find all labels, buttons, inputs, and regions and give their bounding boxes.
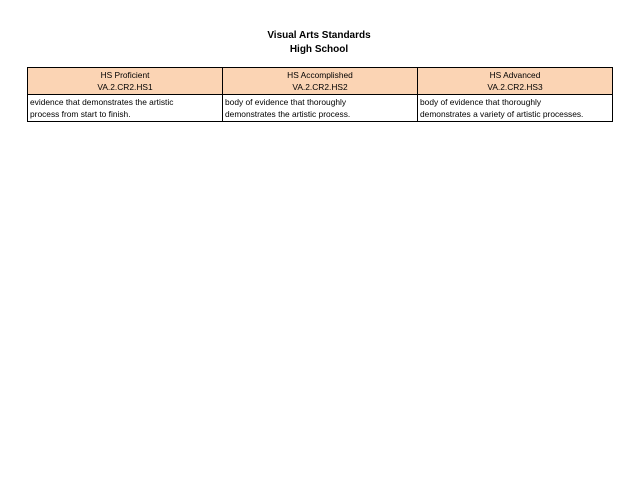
table-header-row (28, 68, 613, 95)
cell-text-line: body of evidence that thoroughly (225, 97, 347, 107)
level-label: HS Advanced (489, 70, 541, 80)
cell-accomplished (223, 95, 418, 122)
page-header (0, 29, 638, 57)
cell-text-line: evidence that demonstrates the artistic (30, 97, 174, 107)
cell-text-line: process from start to finish. (30, 109, 131, 119)
level-label: HS Proficient (100, 70, 150, 80)
cell-advanced (418, 95, 613, 122)
level-label: HS Accomplished (287, 70, 353, 80)
standard-code: VA.2.CR2.HS2 (292, 82, 348, 92)
page-title: Visual Arts Standards (267, 30, 371, 41)
table-row (28, 95, 613, 122)
cell-text-line: demonstrates a variety of artistic processes. (420, 109, 584, 119)
standard-code: VA.2.CR2.HS3 (487, 82, 543, 92)
cell-proficient (28, 95, 223, 122)
column-header-proficient (28, 68, 223, 95)
column-header-accomplished (223, 68, 418, 95)
standard-code: VA.2.CR2.HS1 (97, 82, 153, 92)
page-subtitle: High School (289, 44, 349, 55)
standards-table (27, 67, 613, 122)
cell-text-line: body of evidence that thoroughly (420, 97, 542, 107)
column-header-advanced (418, 68, 613, 95)
cell-text-line: demonstrates the artistic process. (225, 109, 351, 119)
